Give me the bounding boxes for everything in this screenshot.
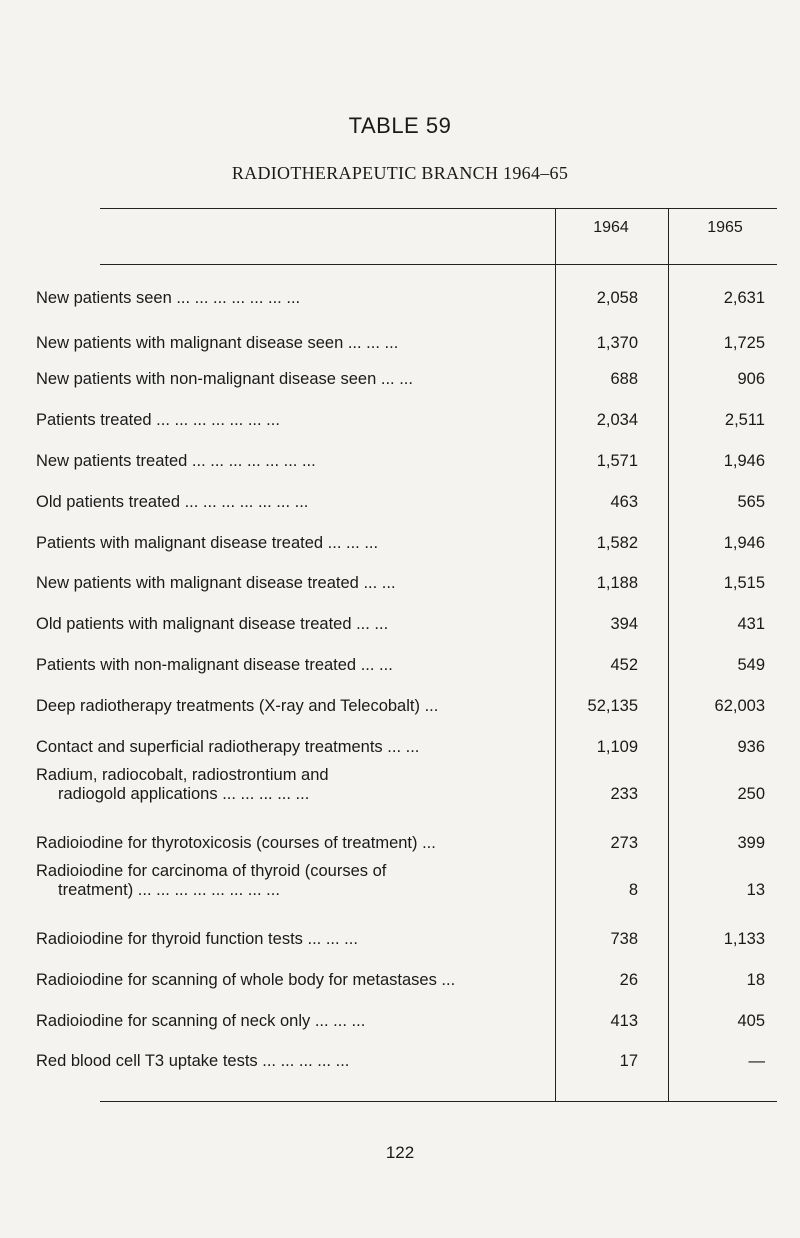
row-leader-dots: ... ... ... ... ... (217, 785, 310, 803)
value-1965: 549 (737, 656, 765, 674)
row-label (36, 1052, 552, 1071)
value-1964: 2,058 (596, 289, 638, 307)
row-label-text: New patients seen (36, 289, 172, 307)
row-label (36, 766, 552, 804)
column-divider-1965 (668, 208, 669, 1101)
row-label (36, 534, 552, 553)
value-1964: 233 (610, 785, 638, 803)
value-1964: 394 (610, 615, 638, 633)
row-leader-dots: ... (419, 697, 439, 715)
row-leader-dots: ... ... ... ... ... (257, 1052, 350, 1070)
row-label (36, 574, 552, 593)
row-label-text: Radioiodine for scanning of whole body for metastases (36, 971, 437, 989)
row-label-text: Radioiodine for carcinoma of thyroid (courses of (36, 862, 387, 880)
table-top-rule (100, 208, 777, 209)
row-label-text: Patients with malignant disease treated (36, 534, 324, 552)
row-label (36, 615, 552, 634)
value-1965: 1,946 (723, 534, 765, 552)
row-label-text: Contact and superficial radiotherapy treatments (36, 738, 383, 756)
row-leader-dots: ... ... (376, 370, 413, 388)
value-1965: 565 (737, 493, 765, 511)
row-leader-dots: ... ... ... (323, 534, 379, 552)
value-1965: 405 (737, 1012, 765, 1030)
row-label (36, 834, 552, 853)
value-1965: 906 (737, 370, 765, 388)
value-1964: 1,109 (596, 738, 638, 756)
value-1964: 452 (610, 656, 638, 674)
header-bottom-rule (100, 264, 777, 265)
row-label (36, 1012, 552, 1031)
row-leader-dots: ... ... ... (302, 930, 358, 948)
row-label-text: Old patients with malignant disease treated (36, 615, 352, 633)
row-label-text: Patients with non-malignant disease treated (36, 656, 357, 674)
value-1964: 688 (610, 370, 638, 388)
row-leader-dots: ... ... ... ... ... ... ... (180, 493, 309, 511)
value-1965: 1,946 (723, 452, 765, 470)
value-1965: 62,003 (714, 697, 765, 715)
value-1965: 2,511 (724, 411, 765, 429)
row-label-text: New patients with non-malignant disease seen (36, 370, 377, 388)
row-label-text: Radioiodine for thyrotoxicosis (courses of treatment) (36, 834, 418, 852)
row-label (36, 370, 552, 389)
value-1965: 1,515 (723, 574, 765, 592)
row-label-text: New patients with malignant disease seen (36, 334, 344, 352)
row-label (36, 334, 552, 353)
row-label-text: Radioiodine for scanning of neck only (36, 1012, 311, 1030)
value-1964: 413 (610, 1012, 638, 1030)
table-subtitle: RADIOTHERAPEUTIC BRANCH 1964–65 (231, 163, 569, 183)
row-label (36, 411, 552, 430)
row-leader-dots: ... ... (356, 656, 393, 674)
row-leader-dots: ... ... ... ... ... ... ... (187, 452, 316, 470)
value-1965: 18 (746, 971, 765, 989)
table-bottom-rule (100, 1101, 777, 1102)
row-label-text: New patients treated (36, 452, 188, 470)
value-1965: 399 (737, 834, 765, 852)
row-leader-dots: ... (436, 971, 456, 989)
row-label-text: New patients with malignant disease treated (36, 574, 359, 592)
value-1964: 52,135 (587, 697, 638, 715)
row-label (36, 452, 552, 471)
value-1964: 738 (610, 930, 638, 948)
value-1965: 1,725 (723, 334, 765, 352)
row-leader-dots: ... ... ... ... ... ... ... (151, 411, 280, 429)
value-1964: 2,034 (596, 411, 638, 429)
row-label (36, 971, 552, 990)
row-label (36, 862, 552, 900)
row-label-text: Red blood cell T3 uptake tests (36, 1052, 258, 1070)
row-leader-dots: ... ... ... (343, 334, 399, 352)
value-1965: 1,133 (723, 930, 765, 948)
value-1965: 431 (737, 615, 765, 633)
page-number: 122 (385, 1143, 415, 1162)
column-header-1965: 1965 (707, 219, 743, 236)
row-leader-dots: ... ... ... (310, 1012, 366, 1030)
column-divider-1964 (555, 208, 556, 1101)
value-1964: 26 (619, 971, 638, 989)
value-1964: 463 (610, 493, 638, 511)
column-header-1964: 1964 (593, 219, 629, 236)
row-leader-dots: ... ... ... ... ... ... ... ... (133, 881, 280, 899)
value-1964: 1,188 (596, 574, 638, 592)
row-label (36, 656, 552, 675)
row-label-text: Deep radiotherapy treatments (X-ray and Telecobalt) (36, 697, 420, 715)
row-label (36, 493, 552, 512)
row-label-text: Old patients treated (36, 493, 181, 511)
row-label (36, 930, 552, 949)
row-leader-dots: ... ... (351, 615, 389, 633)
row-label-text: Radioiodine for thyroid function tests (36, 930, 303, 948)
value-1965: — (748, 1052, 765, 1070)
row-label (36, 289, 552, 308)
value-1964: 1,571 (596, 452, 638, 470)
value-1965: 2,631 (723, 289, 765, 307)
value-1965: 936 (737, 738, 765, 756)
row-label (36, 738, 552, 757)
value-1965: 13 (746, 881, 765, 899)
row-label (36, 697, 552, 716)
row-label-continuation: radiogold applications (58, 785, 218, 803)
value-1964: 1,370 (596, 334, 638, 352)
row-leader-dots: ... ... (382, 738, 420, 756)
value-1964: 17 (619, 1052, 638, 1070)
value-1964: 273 (610, 834, 638, 852)
value-1964: 8 (628, 881, 638, 899)
row-leader-dots: ... ... ... ... ... ... ... (171, 289, 301, 307)
row-label-continuation: treatment) (58, 881, 134, 899)
value-1964: 1,582 (596, 534, 638, 552)
row-leader-dots: ... ... (358, 574, 396, 592)
table-title: TABLE 59 (348, 113, 452, 138)
row-leader-dots: ... (417, 834, 436, 852)
value-1965: 250 (737, 785, 765, 803)
row-label-text: Radium, radiocobalt, radiostrontium and (36, 766, 329, 784)
row-label-text: Patients treated (36, 411, 152, 429)
